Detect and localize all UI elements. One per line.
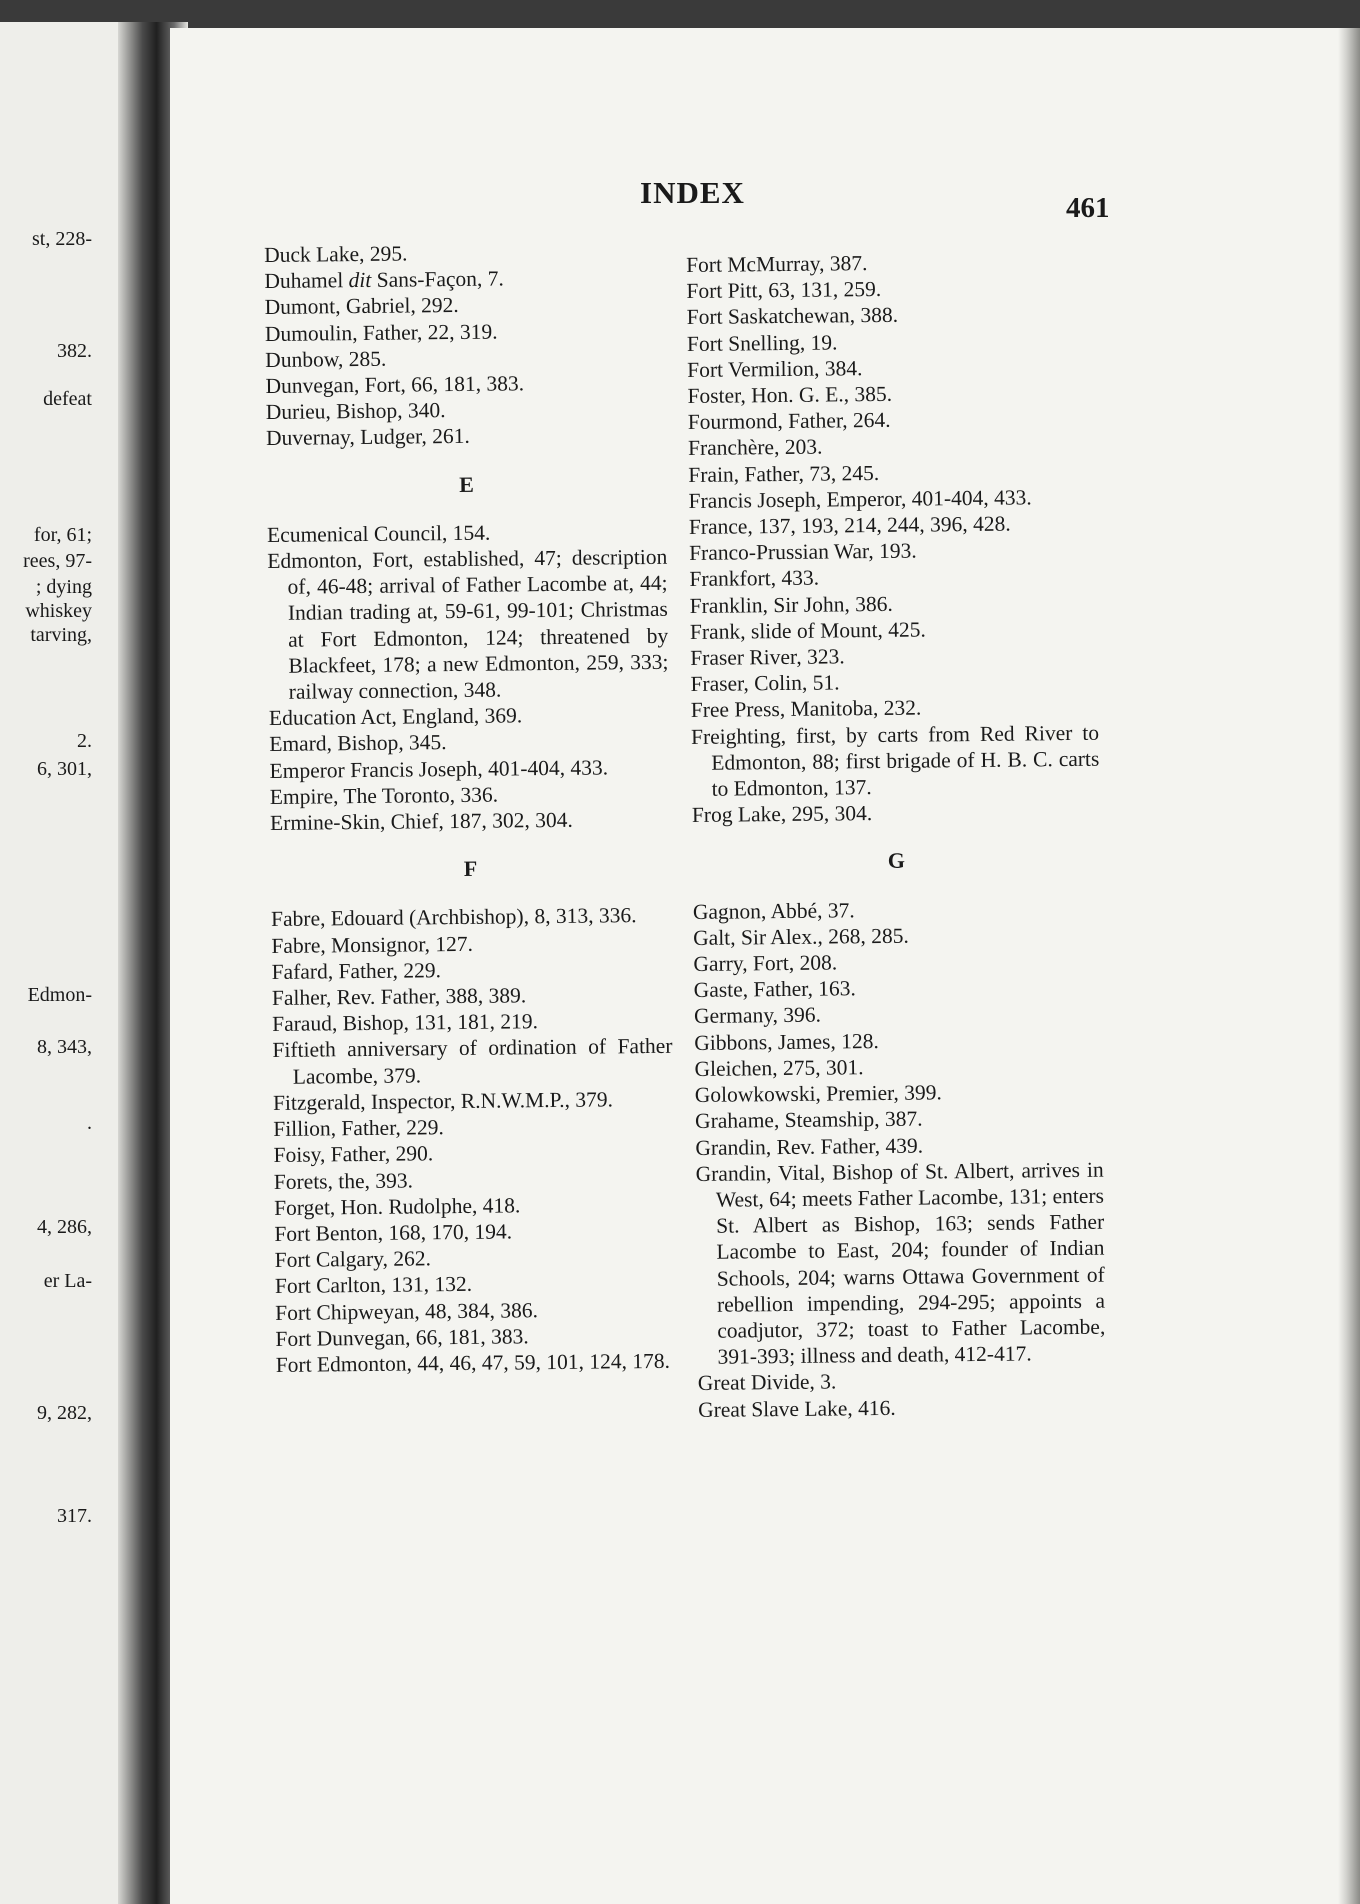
index-entry: Fort Pitt, 63, 131, 259. [686, 277, 882, 304]
index-entry: Gleichen, 275, 301. [694, 1055, 864, 1081]
index-entry: Golowkowski, Premier, 399. [694, 1080, 942, 1108]
entry-italic: dit [348, 268, 372, 293]
index-entry: France, 137, 193, 214, 244, 396, 428. [688, 511, 1011, 540]
page-edge [1338, 28, 1360, 1904]
index-entry: Fraser River, 323. [690, 644, 845, 671]
index-entry: Fort Carlton, 131, 132. [274, 1272, 473, 1299]
index-entry: Grahame, Steamship, 387. [694, 1106, 923, 1134]
left-page-fragment: ; dying [35, 576, 92, 598]
index-entry: Germany, 396. [693, 1003, 822, 1029]
index-entry: Fort Edmonton, 44, 46, 47, 59, 101, 124, 178. [275, 1348, 671, 1377]
index-entry: Franchère, 203. [687, 435, 823, 461]
index-entry: Fort Chipweyan, 48, 384, 386. [275, 1297, 539, 1325]
index-entry: Gaste, Father, 163. [693, 976, 857, 1003]
index-entry: Fiftieth anniversary of ordination of Father Lacombe, 379. [272, 1034, 673, 1089]
left-page-fragment: 8, 343, [37, 1036, 92, 1058]
index-entry: Falher, Rev. Father, 388, 389. [271, 983, 527, 1011]
index-entry: Duvernay, Ludger, 261. [265, 424, 470, 451]
index-entry: Fourmond, Father, 264. [687, 408, 891, 435]
left-page-fragment: 382. [57, 340, 92, 362]
entry-text: Sans-Façon, 7. [371, 266, 504, 293]
index-entry: Frankfort, 433. [689, 566, 820, 592]
index-entry: Dumont, Gabriel, 292. [264, 293, 459, 320]
index-entry: Garry, Fort, 208. [693, 950, 838, 977]
left-page-fragment: 6, 301, [37, 758, 92, 780]
index-entry: Great Slave Lake, 416. [697, 1395, 896, 1422]
left-page-fragment: Edmon- [27, 984, 92, 1006]
section-g-entries [693, 894, 1106, 1422]
index-entry: Dunbow, 285. [265, 346, 387, 372]
index-entry: Education Act, England, 369. [268, 703, 523, 731]
index-entry: Frank, slide of Mount, 425. [689, 617, 926, 644]
left-page-fragment: tarving, [30, 624, 92, 646]
left-page-fragment: defeat [43, 388, 92, 410]
index-entry: Fitzgerald, Inspector, R.N.W.M.P., 379. [272, 1087, 614, 1115]
section-letter-e: E [459, 471, 475, 497]
left-page-fragment: whiskey [25, 600, 92, 622]
index-entry: Freighting, first, by carts from Red River to Edmonton, 88; first brigade of H. B. C. carts to Edmonton, 137. [690, 720, 1100, 801]
left-page-fragment: rees, 97- [23, 550, 92, 572]
index-entry: Dumoulin, Father, 22, 319. [264, 319, 498, 346]
index-entry: Foster, Hon. G. E., 385. [687, 381, 893, 409]
index-entry: Emard, Bishop, 345. [269, 730, 447, 757]
index-entry: Fort Saskatchewan, 388. [686, 303, 899, 330]
index-entry: Forget, Hon. Rudolphe, 418. [273, 1193, 521, 1220]
section-letter-f: F [463, 856, 478, 882]
index-entry: Faraud, Bishop, 131, 181, 219. [272, 1009, 539, 1037]
index-entry: Fort Dunvegan, 66, 181, 383. [275, 1324, 529, 1351]
index-entry: Fort Vermilion, 384. [687, 355, 863, 382]
left-page-fragment: 4, 286, [37, 1216, 92, 1238]
index-entry: Fort Benton, 168, 170, 194. [274, 1219, 513, 1246]
section-f-entries [271, 902, 676, 1378]
left-page-fragment: er La- [43, 1270, 92, 1292]
index-entry: Galt, Sir Alex., 268, 285. [693, 923, 909, 950]
index-column-right [686, 248, 1106, 1423]
left-page-fragment: . [87, 1112, 92, 1134]
index-entry: Franco-Prussian War, 193. [689, 538, 917, 566]
index-entry: Fort Calgary, 262. [274, 1246, 432, 1273]
index-entry: Duck Lake, 295. [264, 241, 408, 267]
index-entry: Fillion, Father, 229. [273, 1115, 444, 1142]
index-entry: Edmonton, Fort, established, 47; description of, 46-48; arrival of Father Lacombe at, 44; Indian trading at, 59-61, 99-101; Christmas at Fort Edmonton, 124; threatened by Blackfeet, 178; a new Edmonton, 259, 333; railway connection, 348. [267, 544, 669, 704]
index-entry: Ermine-Skin, Chief, 187, 302, 304. [269, 807, 573, 836]
index-entry: Gagnon, Abbé, 37. [692, 897, 855, 924]
page-number: 461 [1066, 192, 1110, 224]
entry-text: Duhamel [264, 268, 349, 294]
index-entry: Grandin, Rev. Father, 439. [695, 1133, 924, 1160]
section-letter-g: G [887, 848, 906, 874]
section-f-entries-cont [686, 248, 1100, 829]
index-entry: Empire, The Toronto, 336. [269, 782, 499, 809]
index-entry: Fabre, Monsignor, 127. [271, 931, 474, 958]
page-title: INDEX [640, 175, 745, 210]
index-entry: Fafard, Father, 229. [271, 958, 442, 984]
index-entry: Fabre, Edouard (Archbishop), 8, 313, 336. [270, 903, 637, 932]
index-entry: Grandin, Vital, Bishop of St. Albert, arrives in West, 64; meets Father Lacombe, 131; enters St. Albert as Bishop, 163; sends Father Lacombe to East, 204; founder of Indian Schools, 204; warns Ottawa Government of rebellion impending, 294-295; appoints a coadjutor, 372; toast to Father Lacombe, 391-393; illness and death, 412-417. [695, 1157, 1106, 1369]
left-page-fragment: for, 61; [33, 524, 92, 546]
index-entry: Frog Lake, 295, 304. [691, 801, 873, 828]
index-entry: Fort Snelling, 19. [686, 330, 838, 356]
left-page-fragment: 317. [57, 1505, 92, 1527]
index-entry: Francis Joseph, Emperor, 401-404, 433. [688, 485, 1032, 513]
index-column-left [264, 238, 676, 1378]
index-entry: Frain, Father, 73, 245. [688, 460, 880, 487]
index-entry: Fraser, Colin, 51. [690, 670, 840, 697]
index-entry: Emperor Francis Joseph, 401-404, 433. [269, 755, 609, 783]
left-page-fragment: st, 228- [32, 228, 92, 250]
left-page-fragment: 9, 282, [37, 1402, 92, 1424]
index-entry: Dunvegan, Fort, 66, 181, 383. [265, 371, 525, 399]
index-entry: Great Divide, 3. [697, 1369, 837, 1396]
index-entry: Durieu, Bishop, 340. [265, 398, 446, 425]
index-entry: Gibbons, James, 128. [694, 1028, 879, 1055]
index-entry: Foisy, Father, 290. [273, 1141, 434, 1168]
section-e-entries [267, 518, 670, 837]
index-entry: Free Press, Manitoba, 232. [690, 696, 922, 723]
index-entry: Ecumenical Council, 154. [266, 520, 491, 547]
index-entry: Franklin, Sir John, 386. [689, 591, 893, 618]
index-entry: Forets, the, 393. [273, 1167, 414, 1194]
index-entry: Fort McMurray, 387. [686, 251, 868, 277]
left-page-fragment: 2. [77, 730, 92, 752]
